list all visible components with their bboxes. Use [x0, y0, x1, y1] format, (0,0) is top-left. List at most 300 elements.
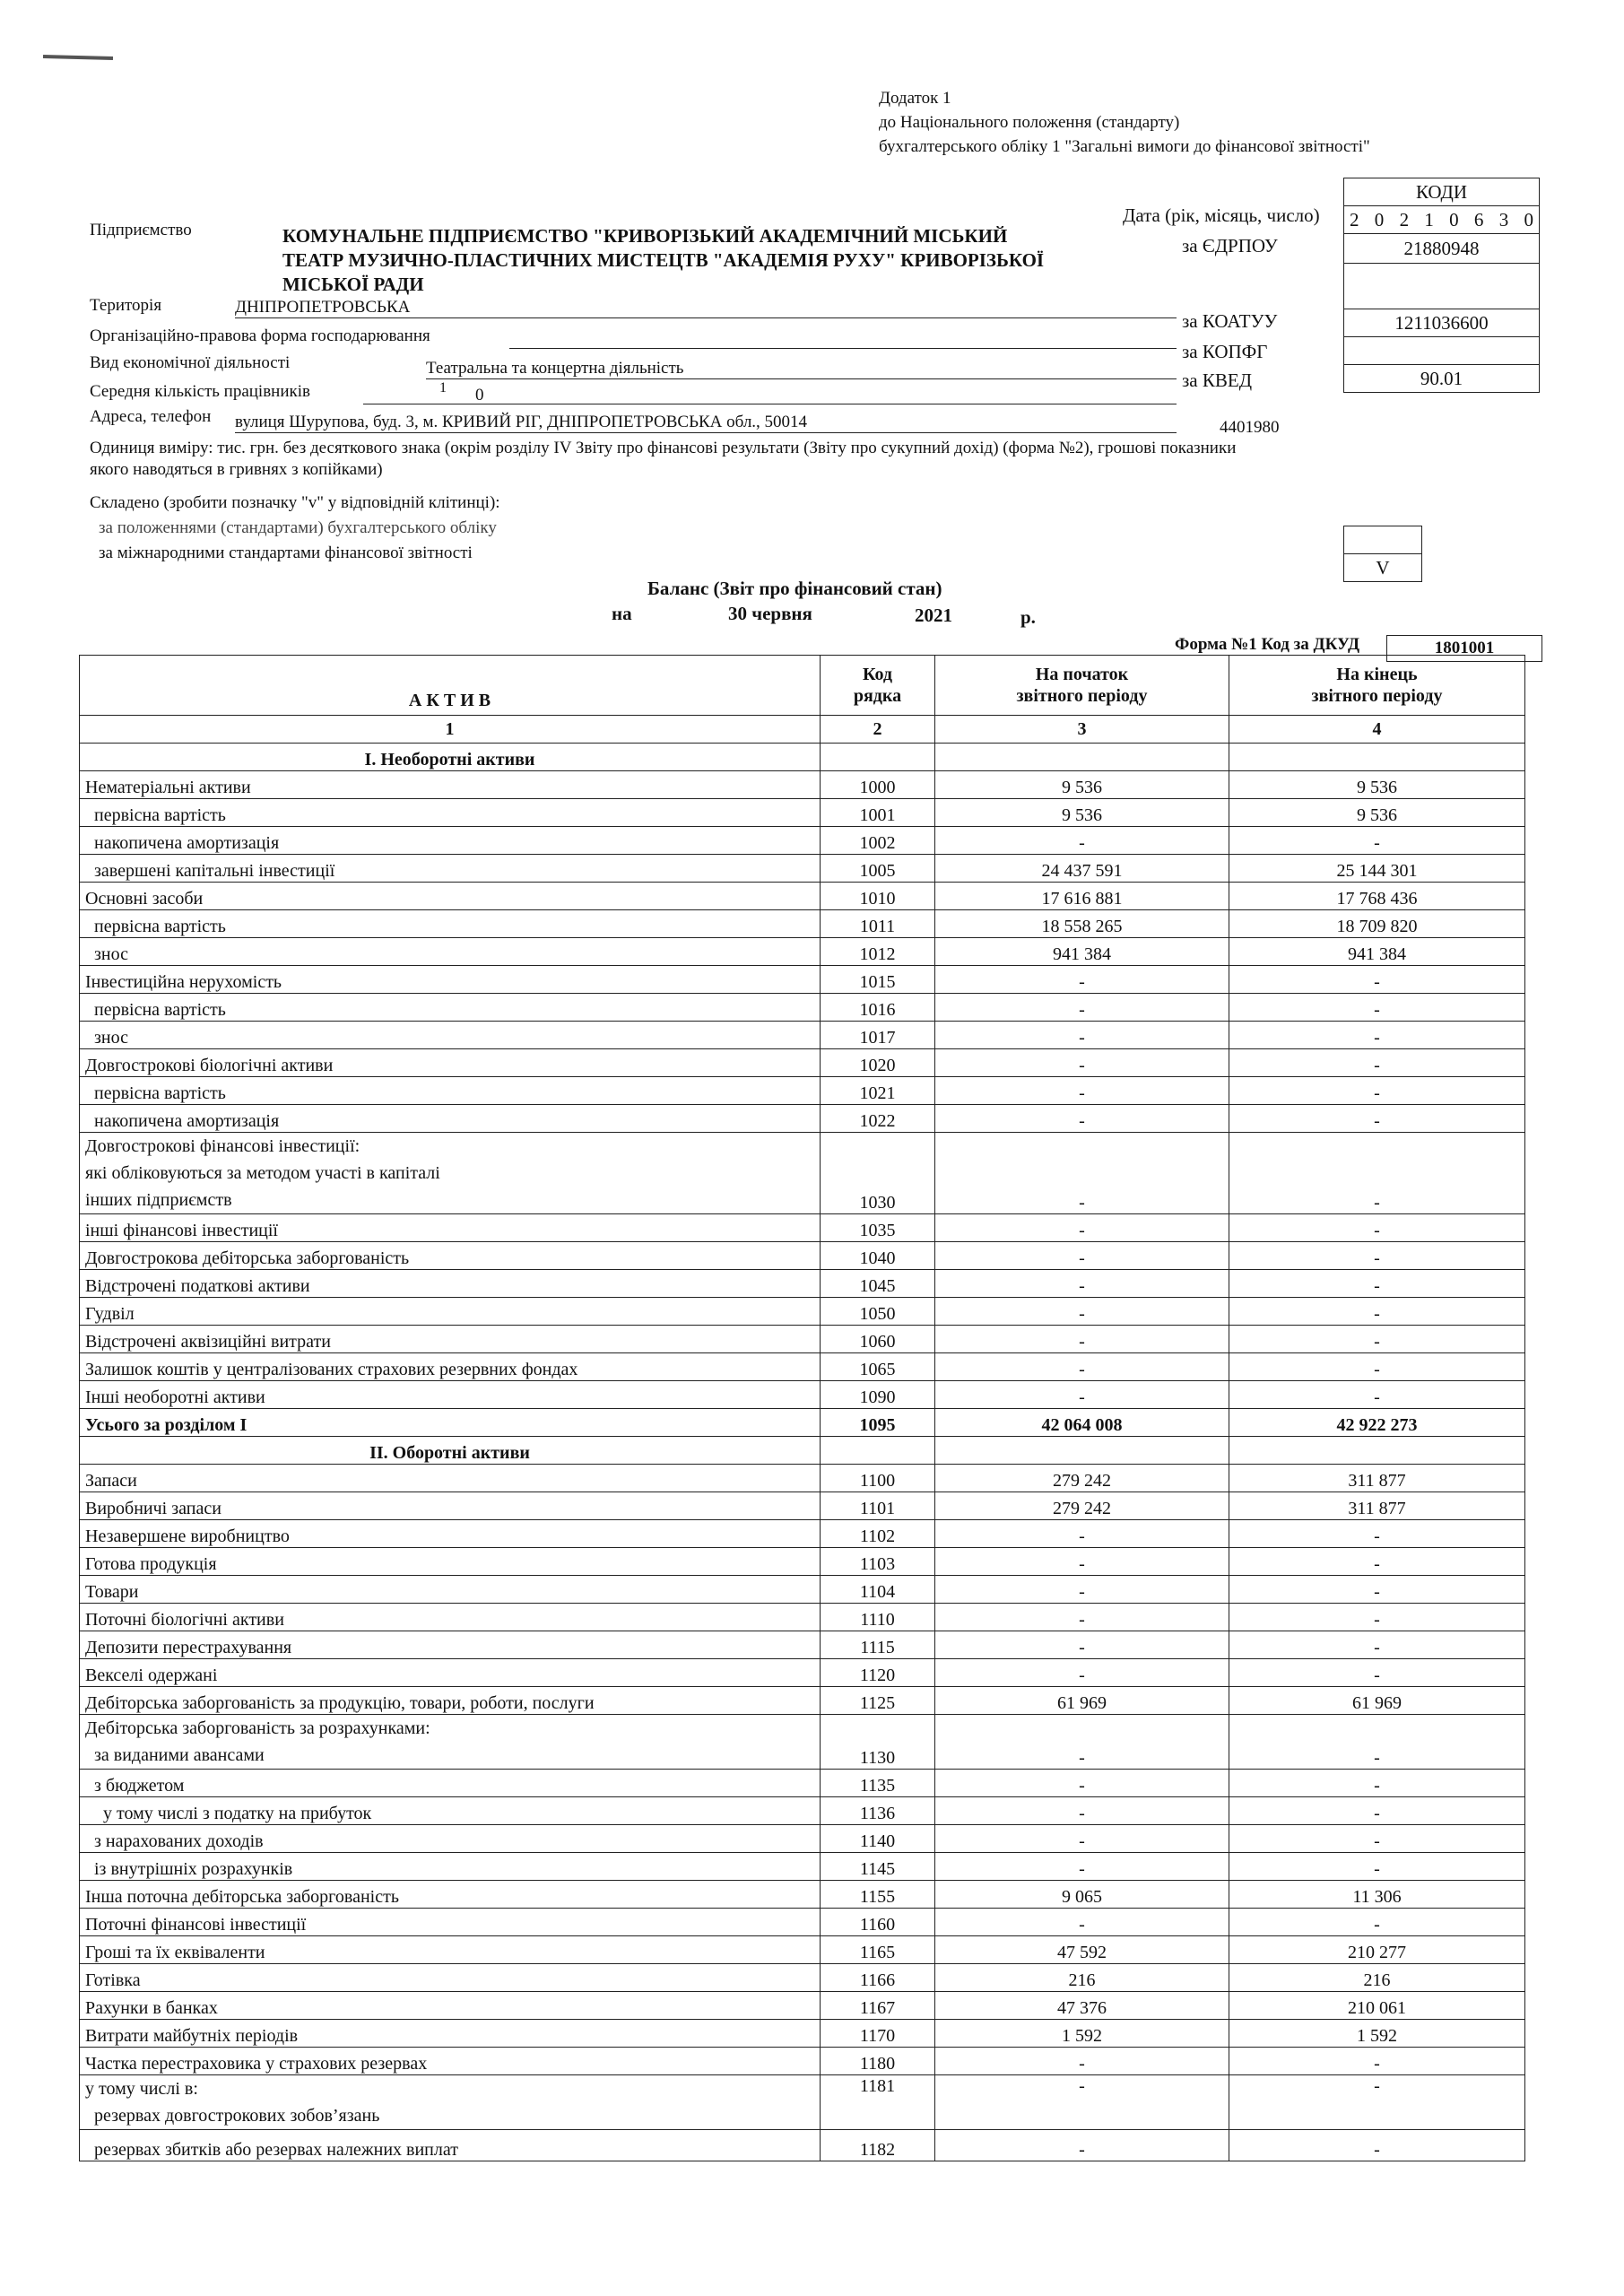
- row-start-1012: 941 384: [935, 938, 1229, 966]
- row-start-1130: -: [935, 1715, 1229, 1770]
- row-label-1166: Готівка: [80, 1964, 821, 1992]
- row-label-1035: інші фінансові інвестиції: [80, 1214, 821, 1242]
- legal-form-line: [509, 348, 1177, 349]
- edrpou-code: 21880948: [1344, 234, 1540, 264]
- col-header-start-line-2: звітного періоду: [1016, 686, 1148, 706]
- row-start-1145: -: [935, 1853, 1229, 1881]
- row-end-1136: -: [1229, 1797, 1525, 1825]
- row-end-1101: 311 877: [1229, 1492, 1525, 1520]
- row-code-1000: 1000: [821, 771, 935, 799]
- section-heading-1: І. Необоротні активи: [80, 744, 821, 771]
- row-start-1125: 61 969: [935, 1687, 1229, 1715]
- row-code-1135: 1135: [821, 1770, 935, 1797]
- col-header-asset: А К Т И В: [80, 656, 821, 716]
- row-start-1015: -: [935, 966, 1229, 994]
- row-start-1102: -: [935, 1520, 1229, 1548]
- col-number-2: 2: [821, 716, 935, 744]
- row-end-1130: -: [1229, 1715, 1525, 1770]
- row-code-1100: 1100: [821, 1465, 935, 1492]
- col-header-code-line-2: рядка: [853, 686, 902, 706]
- row-start-1045: -: [935, 1270, 1229, 1298]
- row-code-1040: 1040: [821, 1242, 935, 1270]
- row-label-1165: Гроші та їх еквіваленти: [80, 1936, 821, 1964]
- table-row: [80, 1687, 1525, 1715]
- row-code-1015: 1015: [821, 966, 935, 994]
- row-code-1180: 1180: [821, 2048, 935, 2075]
- row-end-1095: 42 922 273: [1229, 1409, 1525, 1437]
- row-start-1140: -: [935, 1825, 1229, 1853]
- table-row: [80, 966, 1525, 994]
- koatuu-code: 1211036600: [1344, 309, 1540, 337]
- activity-value: Театральна та концертна діяльність: [426, 359, 1177, 379]
- rows-group-4: [80, 1770, 1525, 2075]
- territory-label: Територія: [90, 296, 162, 315]
- row-start-1170: 1 592: [935, 2020, 1229, 2048]
- row-end-1102: -: [1229, 1520, 1525, 1548]
- enterprise-name-line-2: ТЕАТР МУЗИЧНО-ПЛАСТИЧНИХ МИСТЕЦТВ "АКАДЕМІЯ РУХУ" КРИВОРІЗЬКОЇ: [282, 249, 1045, 271]
- kved-label: за КВЕД: [1182, 370, 1253, 391]
- row-end-1010: 17 768 436: [1229, 883, 1525, 910]
- row-label-1015: Інвестиційна нерухомість: [80, 966, 821, 994]
- kved-code: 90.01: [1344, 365, 1540, 393]
- row-label-1155: Інша поточна дебіторська заборгованість: [80, 1881, 821, 1909]
- row-label-1030: [80, 1133, 821, 1214]
- row-start-1180: -: [935, 2048, 1229, 2075]
- employees-value-1: 1: [439, 380, 447, 396]
- row-code-1182: 1182: [821, 2130, 935, 2161]
- row-label-1101: Виробничі запаси: [80, 1492, 821, 1520]
- table-row: [80, 771, 1525, 799]
- row-end-1125: 61 969: [1229, 1687, 1525, 1715]
- row-start-1040: -: [935, 1242, 1229, 1270]
- row-label-1130: [80, 1715, 821, 1770]
- row-code-1065: 1065: [821, 1353, 935, 1381]
- empty-cell: [1229, 744, 1525, 771]
- row-end-1182: -: [1229, 2130, 1525, 2161]
- row-start-1090: -: [935, 1381, 1229, 1409]
- enterprise-name: [282, 224, 1044, 297]
- row-code-1016: 1016: [821, 994, 935, 1022]
- table-row: [80, 827, 1525, 855]
- employees-value-2: 0: [475, 386, 484, 404]
- row-end-1104: -: [1229, 1576, 1525, 1604]
- date-code: [1344, 206, 1540, 234]
- date-digit: 0: [1374, 208, 1385, 230]
- row-start-1115: -: [935, 1631, 1229, 1659]
- row-label-1065: Залишок коштів у централізованих страхових резервних фондах: [80, 1353, 821, 1381]
- kopfg-code: [1344, 337, 1540, 365]
- row-label-1102: Незавершене виробництво: [80, 1520, 821, 1548]
- table-row: [80, 1770, 1525, 1797]
- table-row: [80, 2020, 1525, 2048]
- row-label-1045: Відстрочені податкові активи: [80, 1270, 821, 1298]
- row-code-1145: 1145: [821, 1853, 935, 1881]
- row-code-1002: 1002: [821, 827, 935, 855]
- rows-group-3: [80, 1465, 1525, 1715]
- row-code-1167: 1167: [821, 1992, 935, 2020]
- row-start-1035: -: [935, 1214, 1229, 1242]
- rows-group-1: [80, 771, 1525, 1133]
- row-start-1016: -: [935, 994, 1229, 1022]
- incl-line-1: у тому числі в:: [85, 2079, 198, 2099]
- compiled-option-standards: за положеннями (стандартами) бухгалтерського обліку: [99, 518, 497, 537]
- date-digit: 0: [1524, 208, 1533, 230]
- compiled-option-ifrs: за міжнародними стандартами фінансової звітності: [99, 544, 473, 562]
- table-row: [80, 1270, 1525, 1298]
- row-label-1012: знос: [80, 938, 821, 966]
- row-start-1020: -: [935, 1049, 1229, 1077]
- row-code-1140: 1140: [821, 1825, 935, 1853]
- lt-invest-line-2: які обліковуються за методом участі в капіталі: [85, 1163, 440, 1183]
- table-row: [80, 799, 1525, 827]
- row-end-1120: -: [1229, 1659, 1525, 1687]
- row-start-1135: -: [935, 1770, 1229, 1797]
- empty-cell: [935, 744, 1229, 771]
- row-code-1045: 1045: [821, 1270, 935, 1298]
- row-end-1155: 11 306: [1229, 1881, 1525, 1909]
- row-end-1005: 25 144 301: [1229, 855, 1525, 883]
- activity-label: Вид економічної діяльності: [90, 353, 291, 372]
- table-row: [80, 1353, 1525, 1381]
- appendix-line-1: Додаток 1: [879, 89, 951, 108]
- compiled-mark-ifrs: V: [1344, 554, 1422, 582]
- row-code-1030: 1030: [821, 1133, 935, 1214]
- row-start-1167: 47 376: [935, 1992, 1229, 2020]
- row-label-1040: Довгострокова дебіторська заборгованість: [80, 1242, 821, 1270]
- row-start-1050: -: [935, 1298, 1229, 1326]
- col-header-end: [1229, 656, 1525, 716]
- row-start-1030: -: [935, 1133, 1229, 1214]
- rows-group-2: [80, 1214, 1525, 1409]
- row-code-1160: 1160: [821, 1909, 935, 1936]
- date-digit: 1: [1424, 208, 1434, 230]
- row-end-1002: -: [1229, 827, 1525, 855]
- table-row: [80, 1936, 1525, 1964]
- row-end-1035: -: [1229, 1214, 1525, 1242]
- table-row: [80, 1631, 1525, 1659]
- row-label-1120: Векселі одержані: [80, 1659, 821, 1687]
- lt-invest-line-1: Довгострокові фінансові інвестиції:: [85, 1136, 360, 1156]
- appendix-line-2: до Національного положення (стандарту): [879, 113, 1180, 132]
- row-end-1020: -: [1229, 1049, 1525, 1077]
- row-code-1120: 1120: [821, 1659, 935, 1687]
- row-end-1060: -: [1229, 1326, 1525, 1353]
- row-start-1001: 9 536: [935, 799, 1229, 827]
- row-code-1020: 1020: [821, 1049, 935, 1077]
- row-end-1165: 210 277: [1229, 1936, 1525, 1964]
- edrpou-label: за ЄДРПОУ: [1182, 235, 1278, 257]
- title-date: 30 червня: [728, 603, 812, 624]
- codes-box: [1343, 178, 1540, 393]
- row-end-1090: -: [1229, 1381, 1525, 1409]
- row-start-1155: 9 065: [935, 1881, 1229, 1909]
- row-label-1136: у тому числі з податку на прибуток: [80, 1797, 821, 1825]
- row-code-1010: 1010: [821, 883, 935, 910]
- row-label-1135: з бюджетом: [80, 1770, 821, 1797]
- row-end-1030: -: [1229, 1133, 1525, 1214]
- row-start-1011: 18 558 265: [935, 910, 1229, 938]
- row-label-1160: Поточні фінансові інвестиції: [80, 1909, 821, 1936]
- row-start-1005: 24 437 591: [935, 855, 1229, 883]
- row-label-1060: Відстрочені аквізиційні витрати: [80, 1326, 821, 1353]
- row-code-1103: 1103: [821, 1548, 935, 1576]
- row-label-1125: Дебіторська заборгованість за продукцію, товари, роботи, послуги: [80, 1687, 821, 1715]
- date-digit: 0: [1449, 208, 1459, 230]
- row-end-1167: 210 061: [1229, 1992, 1525, 2020]
- row-end-1065: -: [1229, 1353, 1525, 1381]
- row-start-1010: 17 616 881: [935, 883, 1229, 910]
- row-label-1001: первісна вартість: [80, 799, 821, 827]
- empty-cell: [821, 1437, 935, 1465]
- row-end-1181: -: [1229, 2075, 1525, 2130]
- row-code-1170: 1170: [821, 2020, 935, 2048]
- row-end-1015: -: [1229, 966, 1525, 994]
- row-start-1095: 42 064 008: [935, 1409, 1229, 1437]
- row-code-1022: 1022: [821, 1105, 935, 1133]
- table-row: [80, 1214, 1525, 1242]
- col-header-start-line-1: На початок: [1035, 665, 1129, 684]
- col-header-code-line-1: Код: [862, 665, 893, 684]
- appendix-line-3: бухгалтерського обліку 1 "Загальні вимоги до фінансової звітності": [879, 137, 1370, 156]
- row-code-1017: 1017: [821, 1022, 935, 1049]
- col-header-start: [935, 656, 1229, 716]
- compiled-label: Складено (зробити позначку "v" у відповідній клітинці):: [90, 493, 500, 512]
- row-code-1005: 1005: [821, 855, 935, 883]
- row-code-1130: 1130: [821, 1715, 935, 1770]
- row-code-1095: 1095: [821, 1409, 935, 1437]
- row-code-1001: 1001: [821, 799, 935, 827]
- table-row: [80, 855, 1525, 883]
- receivables-line-1: Дебіторська заборгованість за розрахунками:: [85, 1718, 430, 1738]
- row-code-1165: 1165: [821, 1936, 935, 1964]
- table-row: [80, 883, 1525, 910]
- row-end-1016: -: [1229, 994, 1525, 1022]
- table-row: [80, 1022, 1525, 1049]
- col-number-3: 3: [935, 716, 1229, 744]
- territory-value: ДНІПРОПЕТРОВСЬКА: [235, 298, 1177, 318]
- unit-note: [90, 438, 1236, 481]
- row-code-1166: 1166: [821, 1964, 935, 1992]
- row-code-1136: 1136: [821, 1797, 935, 1825]
- table-row: [80, 1964, 1525, 1992]
- row-label-1017: знос: [80, 1022, 821, 1049]
- row-code-1110: 1110: [821, 1604, 935, 1631]
- table-row: [80, 1049, 1525, 1077]
- table-row: [80, 1797, 1525, 1825]
- empty-cell: [1229, 1437, 1525, 1465]
- row-start-1103: -: [935, 1548, 1229, 1576]
- koatuu-label: за КОАТУУ: [1182, 310, 1278, 332]
- row-label-1104: Товари: [80, 1576, 821, 1604]
- row-end-1135: -: [1229, 1770, 1525, 1797]
- row-end-1001: 9 536: [1229, 799, 1525, 827]
- row-label-1170: Витрати майбутніх періодів: [80, 2020, 821, 2048]
- unit-line-1: Одиниця виміру: тис. грн. без десяткового знака (окрім розділу IV Звіту про фінансові результати (Звіту про сукупний дохід) (форма №2), грошові показники: [90, 439, 1237, 457]
- enterprise-name-line-1: КОМУНАЛЬНЕ ПІДПРИЄМСТВО "КРИВОРІЗЬКИЙ АКАДЕМІЧНИЙ МІСЬКИЙ: [282, 225, 1008, 247]
- row-start-1000: 9 536: [935, 771, 1229, 799]
- row-label-1100: Запаси: [80, 1465, 821, 1492]
- table-row: [80, 1465, 1525, 1492]
- table-row: [80, 1492, 1525, 1520]
- row-start-1160: -: [935, 1909, 1229, 1936]
- section-heading-2: ІІ. Оборотні активи: [80, 1437, 821, 1465]
- row-end-1166: 216: [1229, 1964, 1525, 1992]
- row-label-1115: Депозити перестрахування: [80, 1631, 821, 1659]
- row-label-1090: Інші необоротні активи: [80, 1381, 821, 1409]
- table-row: [80, 1077, 1525, 1105]
- row-end-1170: 1 592: [1229, 2020, 1525, 2048]
- row-start-1110: -: [935, 1604, 1229, 1631]
- scan-mark: [43, 55, 113, 60]
- table-row: [80, 1604, 1525, 1631]
- row-start-1181: -: [935, 2075, 1229, 2130]
- table-row: [80, 1853, 1525, 1881]
- empty-cell: [821, 744, 935, 771]
- row-code-1011: 1011: [821, 910, 935, 938]
- date-digit: 3: [1498, 208, 1509, 230]
- row-start-1065: -: [935, 1353, 1229, 1381]
- address-label: Адреса, телефон: [90, 407, 212, 426]
- table-row: [80, 994, 1525, 1022]
- row-code-1115: 1115: [821, 1631, 935, 1659]
- row-label-1095: Усього за розділом І: [80, 1409, 821, 1437]
- row-code-1021: 1021: [821, 1077, 935, 1105]
- phone-value: 4401980: [1220, 418, 1280, 437]
- row-label-1010: Основні засоби: [80, 883, 821, 910]
- row-end-1180: -: [1229, 2048, 1525, 2075]
- row-end-1050: -: [1229, 1298, 1525, 1326]
- enterprise-name-line-3: МІСЬКОЇ РАДИ: [282, 274, 424, 295]
- table-row: [80, 1242, 1525, 1270]
- row-end-1110: -: [1229, 1604, 1525, 1631]
- table-row: [80, 1576, 1525, 1604]
- row-label-1182: резервах збитків або резервах належних виплат: [80, 2130, 821, 2161]
- form-label: Форма №1 Код за ДКУД: [1175, 635, 1360, 654]
- row-label-1140: з нарахованих доходів: [80, 1825, 821, 1853]
- row-code-1101: 1101: [821, 1492, 935, 1520]
- row-end-1012: 941 384: [1229, 938, 1525, 966]
- row-end-1021: -: [1229, 1077, 1525, 1105]
- enterprise-label: Підприємство: [90, 221, 192, 239]
- row-label-1167: Рахунки в банках: [80, 1992, 821, 2020]
- empty-cell: [935, 1437, 1229, 1465]
- row-code-1181: 1181: [821, 2075, 935, 2130]
- codes-spacer: [1344, 264, 1540, 309]
- row-label-1050: Гудвіл: [80, 1298, 821, 1326]
- table-row: [80, 1298, 1525, 1326]
- row-end-1100: 311 877: [1229, 1465, 1525, 1492]
- row-label-1021: первісна вартість: [80, 1077, 821, 1105]
- row-code-1012: 1012: [821, 938, 935, 966]
- title-on: на: [612, 603, 632, 624]
- table-row: [80, 1381, 1525, 1409]
- row-end-1000: 9 536: [1229, 771, 1525, 799]
- row-label-1020: Довгострокові біологічні активи: [80, 1049, 821, 1077]
- row-end-1115: -: [1229, 1631, 1525, 1659]
- codes-header: КОДИ: [1344, 178, 1540, 206]
- title-year: 2021: [915, 604, 952, 626]
- unit-line-2: якого наводяться в гривнях з копійками): [90, 460, 383, 479]
- row-code-1090: 1090: [821, 1381, 935, 1409]
- row-end-1022: -: [1229, 1105, 1525, 1133]
- col-header-code: [821, 656, 935, 716]
- table-row: [80, 910, 1525, 938]
- date-digit: 6: [1473, 208, 1484, 230]
- document-title: Баланс (Звіт про фінансовий стан): [647, 578, 942, 599]
- table-row: [80, 1992, 1525, 2020]
- row-start-1104: -: [935, 1576, 1229, 1604]
- col-header-end-line-2: звітного періоду: [1311, 686, 1443, 706]
- row-code-1155: 1155: [821, 1881, 935, 1909]
- legal-form-label: Організаційно-правова форма господарювання: [90, 326, 430, 345]
- row-start-1101: 279 242: [935, 1492, 1229, 1520]
- table-row: [80, 1909, 1525, 1936]
- row-label-1181: [80, 2075, 821, 2130]
- date-digit: 2: [1399, 208, 1410, 230]
- employees-label: Середня кількість працівників: [90, 382, 310, 401]
- row-start-1060: -: [935, 1326, 1229, 1353]
- row-start-1100: 279 242: [935, 1465, 1229, 1492]
- incl-line-2: резервах довгострокових зобов’язань: [85, 2106, 380, 2126]
- row-code-1035: 1035: [821, 1214, 935, 1242]
- lt-invest-line-3: інших підприємств: [85, 1190, 232, 1210]
- row-label-1180: Частка перестраховика у страхових резервах: [80, 2048, 821, 2075]
- row-label-1110: Поточні біологічні активи: [80, 1604, 821, 1631]
- table-row: [80, 938, 1525, 966]
- row-end-1011: 18 709 820: [1229, 910, 1525, 938]
- form-code: 1801001: [1386, 635, 1542, 662]
- row-end-1103: -: [1229, 1548, 1525, 1576]
- table-row: [80, 1326, 1525, 1353]
- table-row: [80, 1520, 1525, 1548]
- appendix-note: [879, 86, 1370, 159]
- row-end-1045: -: [1229, 1270, 1525, 1298]
- date-digit: 2: [1350, 208, 1359, 230]
- table-row: [80, 1105, 1525, 1133]
- col-header-end-line-1: На кінець: [1336, 665, 1418, 684]
- row-label-1000: Нематеріальні активи: [80, 771, 821, 799]
- address-value: вулиця Шурупова, буд. 3, м. КРИВИЙ РІГ, ДНІПРОПЕТРОВСЬКА обл., 50014: [235, 413, 1177, 433]
- kopfg-label: за КОПФГ: [1182, 341, 1268, 362]
- table-row: [80, 1659, 1525, 1687]
- row-code-1125: 1125: [821, 1687, 935, 1715]
- row-start-1021: -: [935, 1077, 1229, 1105]
- row-label-1145: із внутрішніх розрахунків: [80, 1853, 821, 1881]
- row-label-1002: накопичена амортизація: [80, 827, 821, 855]
- table-row: [80, 1548, 1525, 1576]
- row-start-1022: -: [935, 1105, 1229, 1133]
- row-start-1120: -: [935, 1659, 1229, 1687]
- row-label-1016: первісна вартість: [80, 994, 821, 1022]
- row-start-1002: -: [935, 827, 1229, 855]
- row-start-1136: -: [935, 1797, 1229, 1825]
- compiled-mark-standards: [1344, 526, 1422, 554]
- row-end-1140: -: [1229, 1825, 1525, 1853]
- balance-table: [79, 655, 1525, 2161]
- compiled-checkbox: [1343, 526, 1422, 582]
- row-start-1166: 216: [935, 1964, 1229, 1992]
- row-end-1160: -: [1229, 1909, 1525, 1936]
- row-label-1103: Готова продукція: [80, 1548, 821, 1576]
- row-label-1005: завершені капітальні інвестиції: [80, 855, 821, 883]
- table-row: [80, 2048, 1525, 2075]
- row-end-1017: -: [1229, 1022, 1525, 1049]
- row-code-1102: 1102: [821, 1520, 935, 1548]
- date-label: Дата (рік, місяць, число): [1123, 204, 1320, 226]
- row-code-1104: 1104: [821, 1576, 935, 1604]
- row-start-1165: 47 592: [935, 1936, 1229, 1964]
- title-r: р.: [1020, 606, 1036, 628]
